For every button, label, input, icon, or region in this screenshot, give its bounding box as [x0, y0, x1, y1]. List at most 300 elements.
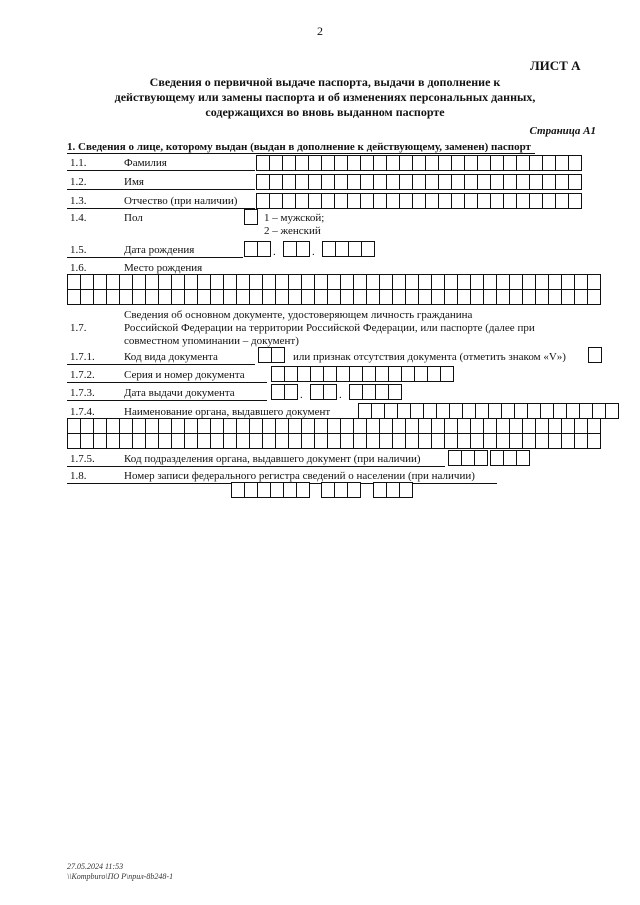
- char-cell[interactable]: [145, 418, 159, 434]
- char-cell[interactable]: [477, 193, 491, 209]
- char-cell[interactable]: [327, 433, 341, 449]
- char-cell[interactable]: [132, 289, 146, 305]
- char-cell[interactable]: [119, 289, 133, 305]
- char-cell[interactable]: [418, 418, 432, 434]
- char-cell[interactable]: [397, 403, 411, 419]
- char-cell[interactable]: [119, 274, 133, 290]
- char-cell[interactable]: [461, 450, 475, 466]
- char-cell[interactable]: [257, 241, 271, 257]
- char-cell[interactable]: [451, 155, 465, 171]
- char-cell[interactable]: [477, 174, 491, 190]
- char-cell[interactable]: [288, 418, 302, 434]
- char-cell[interactable]: [444, 418, 458, 434]
- char-cell[interactable]: [106, 433, 120, 449]
- char-cell[interactable]: [470, 433, 484, 449]
- char-cell[interactable]: [132, 433, 146, 449]
- char-cell[interactable]: [366, 418, 380, 434]
- fed-register-cells-1[interactable]: [231, 482, 270, 498]
- char-cell[interactable]: [431, 418, 445, 434]
- char-cell[interactable]: [464, 193, 478, 209]
- char-cell[interactable]: [457, 289, 471, 305]
- char-cell[interactable]: [93, 274, 107, 290]
- char-cell[interactable]: [392, 418, 406, 434]
- char-cell[interactable]: [282, 174, 296, 190]
- char-cell[interactable]: [256, 155, 270, 171]
- char-cell[interactable]: [412, 155, 426, 171]
- char-cell[interactable]: [296, 482, 310, 498]
- char-cell[interactable]: [308, 193, 322, 209]
- char-cell[interactable]: [399, 155, 413, 171]
- char-cell[interactable]: [490, 450, 504, 466]
- char-cell[interactable]: [412, 193, 426, 209]
- char-cell[interactable]: [587, 289, 601, 305]
- char-cell[interactable]: [503, 174, 517, 190]
- char-cell[interactable]: [80, 433, 94, 449]
- char-cell[interactable]: [540, 403, 554, 419]
- char-cell[interactable]: [321, 155, 335, 171]
- char-cell[interactable]: [501, 403, 515, 419]
- char-cell[interactable]: [80, 418, 94, 434]
- char-cell[interactable]: [462, 403, 476, 419]
- char-cell[interactable]: [271, 366, 285, 382]
- char-cell[interactable]: [171, 289, 185, 305]
- char-cell[interactable]: [295, 155, 309, 171]
- char-cell[interactable]: [490, 193, 504, 209]
- birth-place-cells-row1[interactable]: [67, 274, 600, 290]
- char-cell[interactable]: [386, 193, 400, 209]
- char-cell[interactable]: [283, 241, 297, 257]
- char-cell[interactable]: [592, 403, 606, 419]
- char-cell[interactable]: [470, 418, 484, 434]
- char-cell[interactable]: [67, 433, 81, 449]
- char-cell[interactable]: [295, 174, 309, 190]
- char-cell[interactable]: [386, 174, 400, 190]
- char-cell[interactable]: [262, 433, 276, 449]
- char-cell[interactable]: [405, 274, 419, 290]
- char-cell[interactable]: [535, 433, 549, 449]
- char-cell[interactable]: [444, 433, 458, 449]
- char-cell[interactable]: [360, 174, 374, 190]
- char-cell[interactable]: [249, 418, 263, 434]
- char-cell[interactable]: [516, 174, 530, 190]
- char-cell[interactable]: [323, 384, 337, 400]
- char-cell[interactable]: [236, 289, 250, 305]
- char-cell[interactable]: [399, 482, 413, 498]
- char-cell[interactable]: [360, 155, 374, 171]
- char-cell[interactable]: [348, 241, 362, 257]
- char-cell[interactable]: [555, 193, 569, 209]
- char-cell[interactable]: [184, 433, 198, 449]
- char-cell[interactable]: [457, 274, 471, 290]
- char-cell[interactable]: [496, 274, 510, 290]
- no-document-checkbox[interactable]: [588, 347, 601, 363]
- char-cell[interactable]: [379, 418, 393, 434]
- fed-register-cells-4[interactable]: [373, 482, 412, 498]
- char-cell[interactable]: [256, 174, 270, 190]
- char-cell[interactable]: [210, 274, 224, 290]
- char-cell[interactable]: [347, 482, 361, 498]
- char-cell[interactable]: [184, 418, 198, 434]
- char-cell[interactable]: [197, 433, 211, 449]
- char-cell[interactable]: [244, 482, 258, 498]
- char-cell[interactable]: [249, 433, 263, 449]
- char-cell[interactable]: [555, 174, 569, 190]
- char-cell[interactable]: [106, 289, 120, 305]
- char-cell[interactable]: [366, 289, 380, 305]
- char-cell[interactable]: [244, 209, 258, 225]
- char-cell[interactable]: [522, 433, 536, 449]
- char-cell[interactable]: [184, 289, 198, 305]
- char-cell[interactable]: [80, 289, 94, 305]
- char-cell[interactable]: [509, 418, 523, 434]
- char-cell[interactable]: [392, 274, 406, 290]
- char-cell[interactable]: [470, 274, 484, 290]
- char-cell[interactable]: [561, 418, 575, 434]
- char-cell[interactable]: [158, 274, 172, 290]
- char-cell[interactable]: [522, 418, 536, 434]
- char-cell[interactable]: [483, 433, 497, 449]
- char-cell[interactable]: [314, 433, 328, 449]
- char-cell[interactable]: [516, 155, 530, 171]
- char-cell[interactable]: [436, 403, 450, 419]
- char-cell[interactable]: [275, 289, 289, 305]
- char-cell[interactable]: [535, 418, 549, 434]
- char-cell[interactable]: [392, 433, 406, 449]
- char-cell[interactable]: [529, 174, 543, 190]
- char-cell[interactable]: [535, 289, 549, 305]
- char-cell[interactable]: [284, 366, 298, 382]
- char-cell[interactable]: [483, 289, 497, 305]
- char-cell[interactable]: [314, 418, 328, 434]
- issuing-authority-cells-row1[interactable]: [67, 418, 600, 434]
- fed-register-cells-2[interactable]: [270, 482, 309, 498]
- char-cell[interactable]: [384, 403, 398, 419]
- char-cell[interactable]: [509, 289, 523, 305]
- char-cell[interactable]: [587, 433, 601, 449]
- char-cell[interactable]: [414, 366, 428, 382]
- char-cell[interactable]: [244, 241, 258, 257]
- char-cell[interactable]: [588, 347, 602, 363]
- char-cell[interactable]: [542, 174, 556, 190]
- char-cell[interactable]: [542, 193, 556, 209]
- char-cell[interactable]: [262, 289, 276, 305]
- char-cell[interactable]: [334, 174, 348, 190]
- char-cell[interactable]: [574, 274, 588, 290]
- char-cell[interactable]: [514, 403, 528, 419]
- char-cell[interactable]: [440, 366, 454, 382]
- char-cell[interactable]: [451, 174, 465, 190]
- char-cell[interactable]: [171, 433, 185, 449]
- char-cell[interactable]: [366, 274, 380, 290]
- char-cell[interactable]: [503, 193, 517, 209]
- char-cell[interactable]: [418, 433, 432, 449]
- char-cell[interactable]: [93, 433, 107, 449]
- char-cell[interactable]: [295, 193, 309, 209]
- char-cell[interactable]: [197, 289, 211, 305]
- char-cell[interactable]: [561, 433, 575, 449]
- char-cell[interactable]: [288, 289, 302, 305]
- char-cell[interactable]: [425, 174, 439, 190]
- char-cell[interactable]: [574, 289, 588, 305]
- char-cell[interactable]: [464, 174, 478, 190]
- char-cell[interactable]: [323, 366, 337, 382]
- char-cell[interactable]: [145, 289, 159, 305]
- char-cell[interactable]: [327, 418, 341, 434]
- char-cell[interactable]: [477, 155, 491, 171]
- char-cell[interactable]: [438, 155, 452, 171]
- char-cell[interactable]: [336, 366, 350, 382]
- char-cell[interactable]: [431, 433, 445, 449]
- char-cell[interactable]: [257, 482, 271, 498]
- char-cell[interactable]: [353, 274, 367, 290]
- char-cell[interactable]: [132, 418, 146, 434]
- char-cell[interactable]: [529, 155, 543, 171]
- char-cell[interactable]: [425, 155, 439, 171]
- char-cell[interactable]: [308, 155, 322, 171]
- char-cell[interactable]: [223, 418, 237, 434]
- char-cell[interactable]: [321, 482, 335, 498]
- char-cell[interactable]: [93, 289, 107, 305]
- char-cell[interactable]: [158, 433, 172, 449]
- char-cell[interactable]: [231, 482, 245, 498]
- char-cell[interactable]: [334, 482, 348, 498]
- char-cell[interactable]: [490, 155, 504, 171]
- char-cell[interactable]: [361, 241, 375, 257]
- char-cell[interactable]: [373, 193, 387, 209]
- char-cell[interactable]: [448, 450, 462, 466]
- birth-place-cells-row2[interactable]: [67, 289, 600, 305]
- char-cell[interactable]: [340, 433, 354, 449]
- issue-day-cells[interactable]: [271, 384, 297, 400]
- char-cell[interactable]: [80, 274, 94, 290]
- char-cell[interactable]: [288, 433, 302, 449]
- char-cell[interactable]: [236, 433, 250, 449]
- char-cell[interactable]: [399, 174, 413, 190]
- char-cell[interactable]: [283, 482, 297, 498]
- char-cell[interactable]: [516, 193, 530, 209]
- char-cell[interactable]: [249, 274, 263, 290]
- birth-year-cells[interactable]: [322, 241, 374, 257]
- char-cell[interactable]: [401, 366, 415, 382]
- char-cell[interactable]: [223, 433, 237, 449]
- char-cell[interactable]: [296, 241, 310, 257]
- char-cell[interactable]: [561, 289, 575, 305]
- char-cell[interactable]: [184, 274, 198, 290]
- char-cell[interactable]: [375, 366, 389, 382]
- char-cell[interactable]: [373, 174, 387, 190]
- char-cell[interactable]: [145, 274, 159, 290]
- char-cell[interactable]: [308, 174, 322, 190]
- char-cell[interactable]: [249, 289, 263, 305]
- char-cell[interactable]: [310, 384, 324, 400]
- char-cell[interactable]: [349, 384, 363, 400]
- char-cell[interactable]: [587, 274, 601, 290]
- char-cell[interactable]: [464, 155, 478, 171]
- char-cell[interactable]: [321, 174, 335, 190]
- char-cell[interactable]: [353, 289, 367, 305]
- char-cell[interactable]: [353, 418, 367, 434]
- char-cell[interactable]: [457, 418, 471, 434]
- char-cell[interactable]: [542, 155, 556, 171]
- char-cell[interactable]: [347, 193, 361, 209]
- char-cell[interactable]: [67, 418, 81, 434]
- char-cell[interactable]: [327, 274, 341, 290]
- issuing-authority-cells-row0[interactable]: [358, 403, 618, 419]
- char-cell[interactable]: [314, 289, 328, 305]
- char-cell[interactable]: [275, 274, 289, 290]
- char-cell[interactable]: [509, 433, 523, 449]
- char-cell[interactable]: [553, 403, 567, 419]
- char-cell[interactable]: [210, 433, 224, 449]
- doc-type-code-cells[interactable]: [258, 347, 284, 363]
- char-cell[interactable]: [386, 482, 400, 498]
- char-cell[interactable]: [310, 366, 324, 382]
- char-cell[interactable]: [269, 174, 283, 190]
- char-cell[interactable]: [555, 155, 569, 171]
- char-cell[interactable]: [297, 366, 311, 382]
- issue-month-cells[interactable]: [310, 384, 336, 400]
- char-cell[interactable]: [262, 274, 276, 290]
- issuing-authority-cells-row2[interactable]: [67, 433, 600, 449]
- char-cell[interactable]: [360, 193, 374, 209]
- char-cell[interactable]: [334, 155, 348, 171]
- char-cell[interactable]: [158, 289, 172, 305]
- char-cell[interactable]: [379, 433, 393, 449]
- char-cell[interactable]: [488, 403, 502, 419]
- char-cell[interactable]: [349, 366, 363, 382]
- char-cell[interactable]: [405, 418, 419, 434]
- char-cell[interactable]: [145, 433, 159, 449]
- char-cell[interactable]: [284, 384, 298, 400]
- char-cell[interactable]: [386, 155, 400, 171]
- char-cell[interactable]: [548, 418, 562, 434]
- char-cell[interactable]: [301, 433, 315, 449]
- char-cell[interactable]: [375, 384, 389, 400]
- char-cell[interactable]: [197, 274, 211, 290]
- char-cell[interactable]: [282, 155, 296, 171]
- char-cell[interactable]: [197, 418, 211, 434]
- char-cell[interactable]: [427, 366, 441, 382]
- char-cell[interactable]: [496, 289, 510, 305]
- char-cell[interactable]: [271, 347, 285, 363]
- char-cell[interactable]: [236, 418, 250, 434]
- char-cell[interactable]: [423, 403, 437, 419]
- char-cell[interactable]: [561, 274, 575, 290]
- birth-day-cells[interactable]: [244, 241, 270, 257]
- char-cell[interactable]: [269, 155, 283, 171]
- char-cell[interactable]: [270, 482, 284, 498]
- char-cell[interactable]: [210, 289, 224, 305]
- char-cell[interactable]: [322, 241, 336, 257]
- char-cell[interactable]: [106, 418, 120, 434]
- char-cell[interactable]: [566, 403, 580, 419]
- char-cell[interactable]: [379, 274, 393, 290]
- char-cell[interactable]: [574, 418, 588, 434]
- char-cell[interactable]: [275, 433, 289, 449]
- subdivision-code-cells-a[interactable]: [448, 450, 487, 466]
- char-cell[interactable]: [335, 241, 349, 257]
- char-cell[interactable]: [516, 450, 530, 466]
- char-cell[interactable]: [392, 289, 406, 305]
- char-cell[interactable]: [483, 274, 497, 290]
- char-cell[interactable]: [490, 174, 504, 190]
- char-cell[interactable]: [503, 450, 517, 466]
- char-cell[interactable]: [119, 418, 133, 434]
- char-cell[interactable]: [362, 366, 376, 382]
- char-cell[interactable]: [158, 418, 172, 434]
- char-cell[interactable]: [527, 403, 541, 419]
- char-cell[interactable]: [503, 155, 517, 171]
- char-cell[interactable]: [451, 193, 465, 209]
- char-cell[interactable]: [410, 403, 424, 419]
- char-cell[interactable]: [399, 193, 413, 209]
- char-cell[interactable]: [496, 418, 510, 434]
- char-cell[interactable]: [314, 274, 328, 290]
- char-cell[interactable]: [418, 274, 432, 290]
- char-cell[interactable]: [340, 289, 354, 305]
- char-cell[interactable]: [548, 274, 562, 290]
- char-cell[interactable]: [548, 433, 562, 449]
- char-cell[interactable]: [340, 418, 354, 434]
- char-cell[interactable]: [353, 433, 367, 449]
- char-cell[interactable]: [431, 274, 445, 290]
- char-cell[interactable]: [535, 274, 549, 290]
- char-cell[interactable]: [444, 289, 458, 305]
- char-cell[interactable]: [587, 418, 601, 434]
- char-cell[interactable]: [262, 418, 276, 434]
- char-cell[interactable]: [223, 274, 237, 290]
- char-cell[interactable]: [474, 450, 488, 466]
- char-cell[interactable]: [449, 403, 463, 419]
- char-cell[interactable]: [405, 433, 419, 449]
- char-cell[interactable]: [347, 174, 361, 190]
- char-cell[interactable]: [509, 274, 523, 290]
- char-cell[interactable]: [457, 433, 471, 449]
- char-cell[interactable]: [568, 193, 582, 209]
- char-cell[interactable]: [362, 384, 376, 400]
- issue-year-cells[interactable]: [349, 384, 401, 400]
- char-cell[interactable]: [67, 289, 81, 305]
- char-cell[interactable]: [210, 418, 224, 434]
- char-cell[interactable]: [438, 174, 452, 190]
- char-cell[interactable]: [574, 433, 588, 449]
- char-cell[interactable]: [373, 482, 387, 498]
- char-cell[interactable]: [366, 433, 380, 449]
- char-cell[interactable]: [548, 289, 562, 305]
- char-cell[interactable]: [119, 433, 133, 449]
- char-cell[interactable]: [388, 366, 402, 382]
- char-cell[interactable]: [301, 289, 315, 305]
- surname-cells[interactable]: [256, 155, 581, 171]
- char-cell[interactable]: [236, 274, 250, 290]
- char-cell[interactable]: [288, 274, 302, 290]
- char-cell[interactable]: [93, 418, 107, 434]
- char-cell[interactable]: [529, 193, 543, 209]
- patronymic-cells[interactable]: [256, 193, 581, 209]
- doc-series-number-cells[interactable]: [271, 366, 453, 382]
- char-cell[interactable]: [568, 155, 582, 171]
- char-cell[interactable]: [475, 403, 489, 419]
- char-cell[interactable]: [223, 289, 237, 305]
- char-cell[interactable]: [522, 274, 536, 290]
- char-cell[interactable]: [269, 193, 283, 209]
- first-name-cells[interactable]: [256, 174, 581, 190]
- char-cell[interactable]: [171, 274, 185, 290]
- char-cell[interactable]: [282, 193, 296, 209]
- char-cell[interactable]: [522, 289, 536, 305]
- fed-register-cells-3[interactable]: [321, 482, 360, 498]
- char-cell[interactable]: [67, 274, 81, 290]
